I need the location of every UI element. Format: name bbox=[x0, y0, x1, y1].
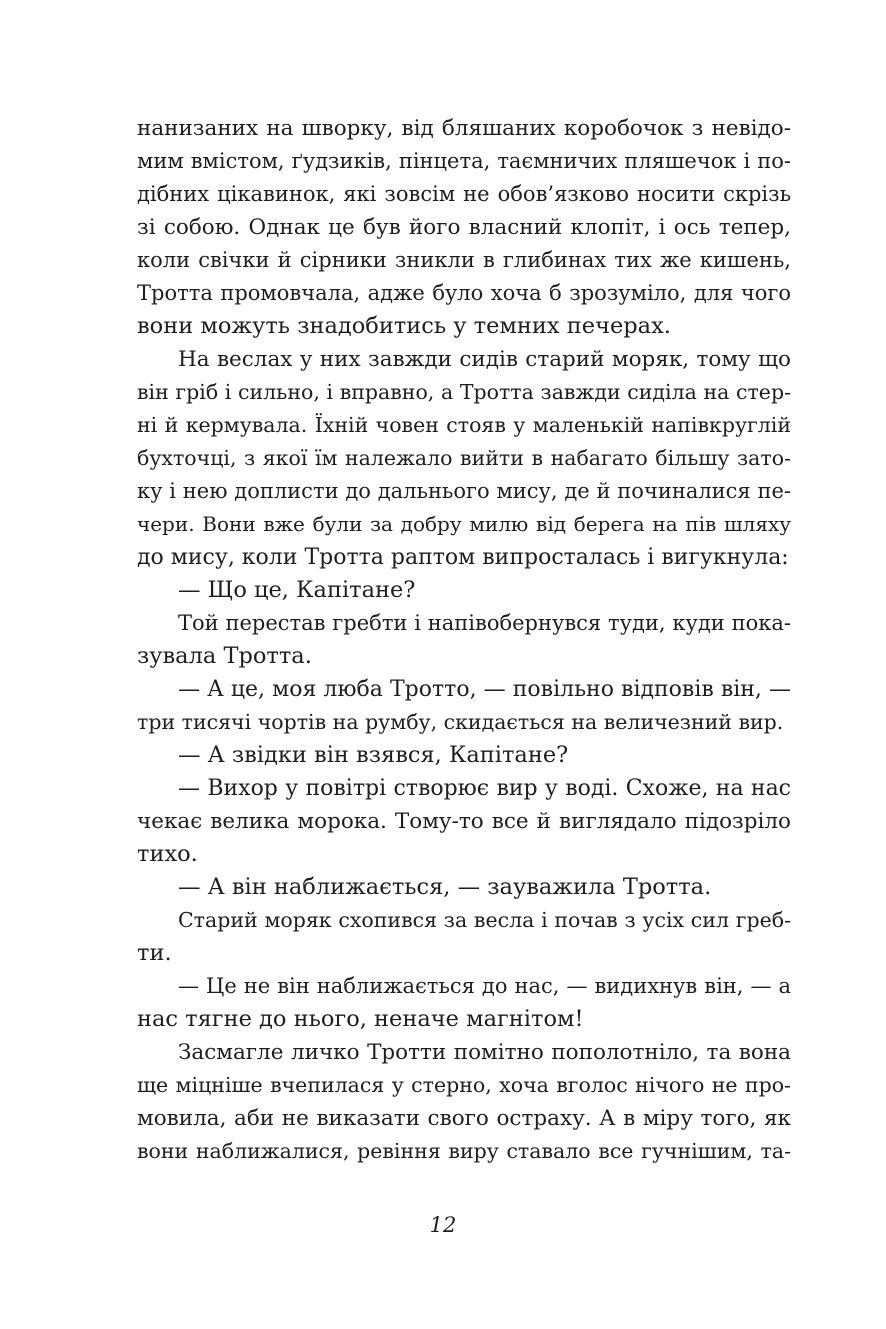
page-number: 12 bbox=[429, 1213, 457, 1237]
text-line: вони наближалися, ревіння виру ставало все гучнішим, та- bbox=[137, 1139, 791, 1163]
text-line: Той перестав гребти і напівобернувся туди, куди пока- bbox=[178, 611, 791, 635]
text-line: Тротта промовчала, адже було хоча б зрозуміло, для чого bbox=[137, 281, 791, 305]
text-line: чекає велика морока. Тому-то все й виглядало підозріло bbox=[137, 809, 791, 834]
dialogue-line: — Що це, Капітане? bbox=[178, 577, 416, 603]
text-line: ні й кермувала. Їхній човен стояв у маленькій напівкруглій bbox=[137, 413, 791, 437]
text-line: Засмагле личко Тротти помітно пополотніло, та вона bbox=[178, 1040, 791, 1065]
paragraph bbox=[137, 871, 791, 904]
text-line: зувала Тротта. bbox=[137, 643, 312, 669]
text-line: тихо. bbox=[137, 841, 198, 867]
text-line: мим вмістом, ґудзиків, пінцета, таємничих пляшечок і по- bbox=[137, 149, 791, 173]
paragraph bbox=[137, 904, 791, 970]
paragraph bbox=[137, 673, 791, 739]
text-line: до мису, коли Тротта раптом випросталась і вигукнула: bbox=[137, 545, 789, 570]
text-line: ти. bbox=[137, 940, 172, 966]
dialogue-line: — А звідки він взявся, Капітане? bbox=[178, 742, 569, 768]
dialogue-line: — А це, моя люба Тротто, — повільно відповів він, — bbox=[178, 677, 791, 702]
text-line: дібних цікавинок, які зовсім не обов’язково носити скрізь bbox=[137, 182, 791, 206]
text-line: нас тягне до нього, неначе магнітом! bbox=[137, 1006, 584, 1032]
text-line: він гріб і сильно, і вправно, а Тротта завжди сиділа на стер- bbox=[137, 380, 791, 404]
text-line: нанизаних на шворку, від бляшаних коробочок з невідо- bbox=[137, 116, 791, 141]
paragraph bbox=[137, 739, 791, 772]
text-line: ку і нею доплисти до дальнього мису, де й починалися пе- bbox=[137, 479, 791, 503]
text-line: ще міцніше вчепилася у стерно, хоча вголос нічого не про- bbox=[137, 1073, 791, 1097]
dialogue-line: — А він наближається, — зауважила Тротта. bbox=[178, 874, 712, 900]
text-line: На веслах у них завжди сидів старий моряк, тому що bbox=[178, 347, 791, 372]
text-line: три тисячі чортів на румбу, скидається на величезний вир. bbox=[137, 710, 784, 734]
paragraph bbox=[137, 772, 791, 871]
text-line: вони можуть знадобитись у темних печерах. bbox=[137, 313, 671, 339]
paragraph bbox=[137, 112, 791, 343]
text-line: зі собою. Однак це був його власний клопіт, і ось тепер, bbox=[137, 215, 791, 240]
paragraph bbox=[137, 607, 791, 673]
text-line: коли свічки й сірники зникли в глибинах тих же кишень, bbox=[137, 248, 791, 272]
dialogue-line: — Це не він наближається до нас, — видихнув він, — а bbox=[178, 974, 791, 998]
text-line: Старий моряк схопився за весла і почав з усіх сил греб- bbox=[178, 908, 791, 932]
paragraph bbox=[137, 970, 791, 1036]
text-line: бухточці, з якої їм належало вийти в набагато більшу зато- bbox=[137, 446, 791, 470]
dialogue-line: — Вихор у повітрі створює вир у воді. Схоже, на нас bbox=[178, 776, 791, 801]
text-line: чери. Вони вже були за добру милю від берега на пів шляху bbox=[137, 512, 791, 536]
paragraph bbox=[137, 1036, 791, 1168]
body-text bbox=[137, 112, 791, 1168]
paragraph bbox=[137, 574, 791, 607]
paragraph bbox=[137, 343, 791, 574]
text-line: мовила, аби не виказати свого остраху. А в міру того, як bbox=[137, 1106, 791, 1131]
